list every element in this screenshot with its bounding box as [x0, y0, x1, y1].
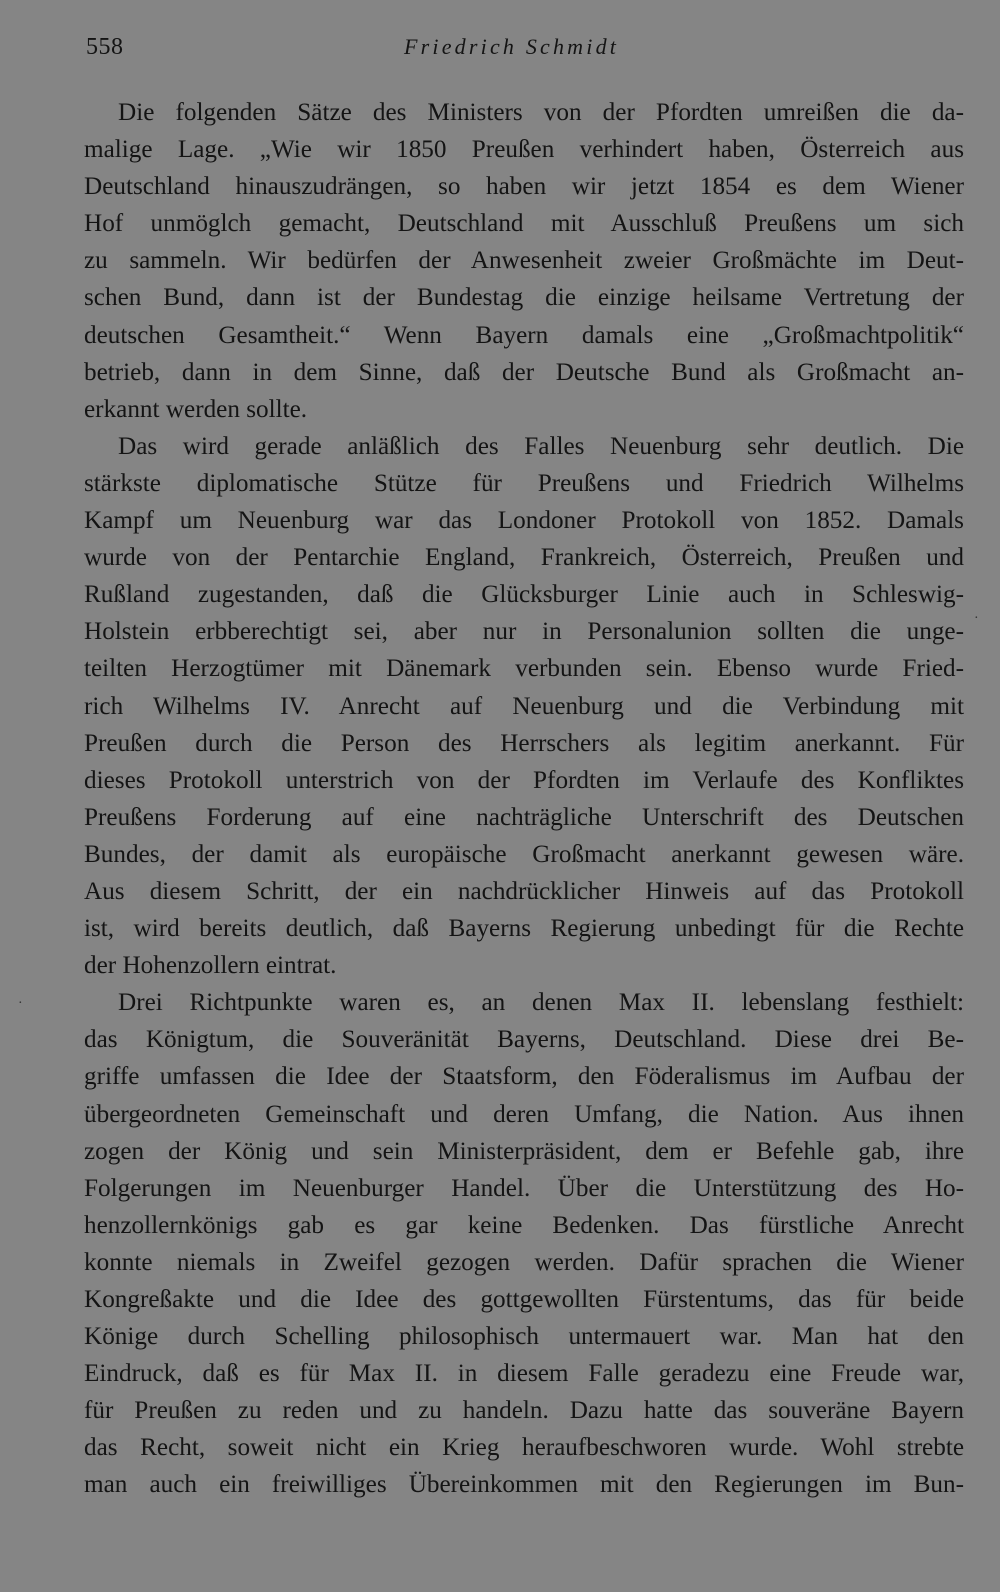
scan-speck: · — [18, 996, 23, 1011]
paragraph-3-line: Folgerungen im Neuenburger Handel. Über die Unterstützung des Ho- — [84, 1174, 964, 1202]
body-text — [84, 94, 964, 1504]
paragraph-3-line: übergeordneten Gemeinschaft und deren Umfang, die Nation. Aus ihnen — [84, 1100, 964, 1128]
paragraph-1-line: Hof unmöglch gemacht, Deutschland mit Ausschluß Preußens um sich — [84, 210, 964, 238]
paragraph-3-line: man auch ein freiwilliges Übereinkommen mit den Regierungen im Bun- — [84, 1471, 964, 1499]
paragraph-2-line: teilten Herzogtümer mit Dänemark verbunden sein. Ebenso wurde Fried- — [84, 655, 964, 683]
paragraph-2-line: Rußland zugestanden, daß die Glücksburger Linie auch in Schleswig- — [84, 581, 964, 609]
paragraph-3-line: konnte niemals in Zweifel gezogen werden. Dafür sprachen die Wiener — [84, 1248, 964, 1276]
paragraph-1-line: Deutschland hinauszudrängen, so haben wir jetzt 1854 es dem Wiener — [84, 173, 964, 201]
paragraph-1-line: zu sammeln. Wir bedürfen der Anwesenheit zweier Großmächte im Deut- — [84, 247, 964, 275]
running-head: Friedrich Schmidt — [404, 34, 620, 59]
paragraph-2-line: Preußen durch die Person des Herrschers als legitim anerkannt. Für — [84, 729, 964, 757]
paragraph-3-line: zogen der König und sein Ministerpräsident, dem er Befehle gab, ihre — [84, 1137, 964, 1165]
paragraph-1-line: erkannt werden sollte. — [84, 395, 308, 423]
paragraph-2-line: Das wird gerade anläßlich des Falles Neuenburg sehr deutlich. Die — [118, 432, 964, 460]
scan-speck: · — [974, 611, 979, 626]
paragraph-3-line: Eindruck, daß es für Max II. in diesem Falle geradezu eine Freude war, — [84, 1360, 964, 1388]
paragraph-1-line: schen Bund, dann ist der Bundestag die einzige heilsame Vertretung der — [84, 284, 964, 312]
paragraph-3-line: henzollernkönigs gab es gar keine Bedenken. Das fürstliche Anrecht — [84, 1211, 964, 1239]
paragraph-1-line: deutschen Gesamtheit.“ Wenn Bayern damals eine „Großmachtpolitik“ — [84, 321, 964, 349]
paragraph-2-line: Bundes, der damit als europäische Großmacht anerkannt gewesen wäre. — [84, 840, 964, 868]
page-header — [86, 34, 966, 70]
paragraph-2-line: rich Wilhelms IV. Anrecht auf Neuenburg und die Verbindung mit — [84, 692, 964, 720]
paragraph-3-line: das Recht, soweit nicht ein Krieg heraufbeschworen wurde. Wohl strebte — [84, 1434, 964, 1462]
paragraph-3-line: Kongreßakte und die Idee des gottgewollten Fürstentums, das für beide — [84, 1286, 964, 1313]
paragraph-2-line: Kampf um Neuenburg war das Londoner Protokoll von 1852. Damals — [84, 507, 964, 535]
paragraph-2-line: der Hohenzollern eintrat. — [84, 952, 337, 980]
paragraph-2-line: Preußens Forderung auf eine nachträgliche Unterschrift des Deutschen — [84, 803, 964, 831]
paragraph-2-line: stärkste diplomatische Stütze für Preußens und Friedrich Wilhelms — [84, 469, 964, 497]
paragraph-2-line: wurde von der Pentarchie England, Frankreich, Österreich, Preußen und — [84, 544, 964, 572]
paragraph-1-line: Die folgenden Sätze des Ministers von der Pfordten umreißen die da- — [118, 99, 964, 126]
paragraph-2-line: dieses Protokoll unterstrich von der Pfordten im Verlaufe des Konfliktes — [84, 766, 964, 794]
paragraph-3-line: Könige durch Schelling philosophisch untermauert war. Man hat den — [84, 1323, 964, 1351]
paragraph-3-line: für Preußen zu reden und zu handeln. Dazu hatte das souveräne Bayern — [84, 1397, 964, 1425]
paragraph-3-line: das Königtum, die Souveränität Bayerns, Deutschland. Diese drei Be- — [84, 1026, 964, 1054]
paragraph-3-line: griffe umfassen die Idee der Staatsform, den Föderalismus im Aufbau der — [84, 1063, 964, 1091]
page-number: 558 — [86, 34, 124, 60]
paragraph-2-line: Holstein erbberechtigt sei, aber nur in Personalunion sollten die unge- — [84, 618, 964, 646]
paragraph-2-line: Aus diesem Schritt, der ein nachdrücklicher Hinweis auf das Protokoll — [84, 877, 964, 905]
paragraph-2-line: ist, wird bereits deutlich, daß Bayerns Regierung unbedingt für die Rechte — [84, 915, 964, 943]
paragraph-3-line: Drei Richtpunkte waren es, an denen Max II. lebenslang festhielt: — [118, 989, 964, 1017]
paragraph-1-line: betrieb, dann in dem Sinne, daß der Deutsche Bund als Großmacht an- — [84, 358, 964, 386]
paragraph-1-line: malige Lage. „Wie wir 1850 Preußen verhindert haben, Österreich aus — [84, 136, 964, 164]
